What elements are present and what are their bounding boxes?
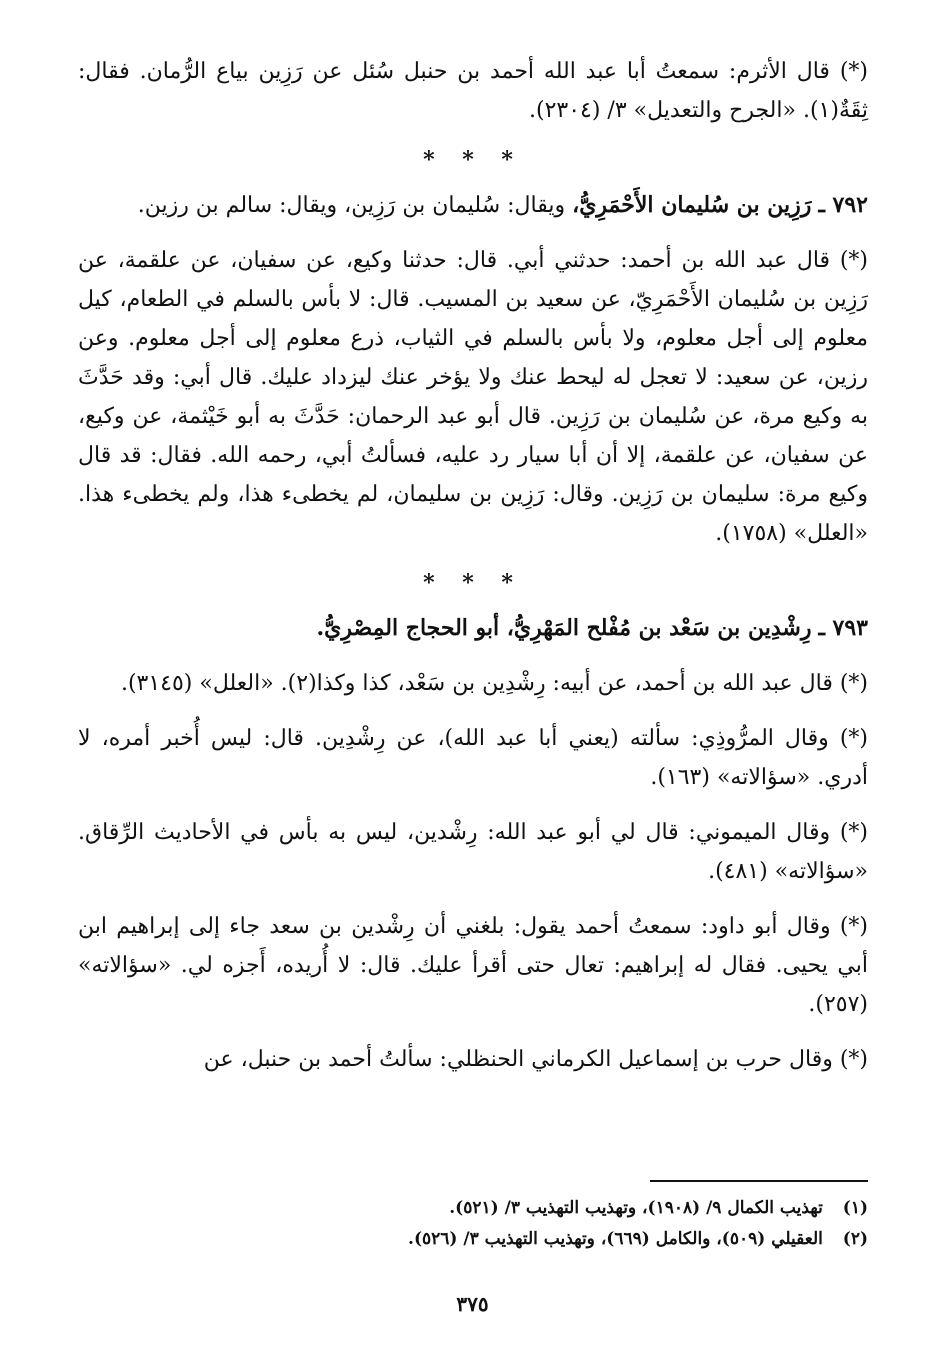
entry-793-number: ٧٩٣ ـ — [818, 615, 868, 641]
footnotes — [78, 1193, 868, 1255]
paragraph-abdullah-793: (*) قال عبد الله بن أحمد، عن أبيه: رِشْدِين بن سَعْد، كذا وكذا(٢). «العلل» (٣١٤٥). — [120, 671, 868, 696]
paragraph-maymuni: (*) وقال الميموني: قال لي أبو عبد الله: رِشْدين، ليس به بأس في الأحاديث الرِّقاق. «سؤالاته» (٤٨١). — [78, 820, 868, 884]
entry-792-aliases: ويقال: سُليمان بن رَزِين، ويقال: سالم بن رزين. — [137, 193, 566, 218]
paragraph-abdullah-792: (*) قال عبد الله بن أحمد: حدثني أبي. قال: حدثنا وكيع، عن سفيان، عن علقمة، عن رَزِين بن سُليمان الأَحْمَرِيّ، عن سعيد بن المسيب. قال: لا بأس بالسلم في الطعام، كيل معلوم إلى أجل معلوم، ولا بأس بالسلم في الثياب، ذرع معلوم إلى أجل معلوم. وعن رزين، عن سعيد: لا تعجل له ليحط عنك ولا يؤخر عنك ليزداد عليك. قال أبي: وقد حَدَّثَ به وكيع مرة، عن سُليمان بن رَزِين. قال أبو عبد الرحمان: حَدَّثَ به أبو خَيْثمة، عن وكيع، عن سفيان، عن علقمة، إلا أن أبا سيار رد عليه، فسألتُ أبي، رحمه الله. فقال: قد قال وكيع مرة: سليمان بن رَزِين. وقال: رَزِين بن سليمان، لم يخطىء هذا، ولم يخطىء هذا. «العلل» (١٧٥٨). — [78, 248, 869, 546]
footnote-2-text: العقيلي (٥٠٩)، والكامل (٦٦٩)، وتهذيب التهذيب ٣/ (٥٢٦). — [408, 1229, 823, 1249]
section-separator: * * * — [423, 147, 523, 173]
footnote-2-marker: (٢) — [842, 1229, 868, 1249]
entry-792-heading — [78, 186, 868, 225]
paragraph-abu-dawud: (*) وقال أبو داود: سمعتُ أحمد يقول: بلغني أن رِشْدين بن سعد جاء إلى إبراهيم ابن أبي يحيى. فقال له إبراهيم: تعال حتى أقرأ عليك. قال: لا أُريده، أَجزه لي. «سؤالاته» (٢٥٧). — [78, 914, 868, 1017]
footnote-1 — [78, 1193, 868, 1224]
footnote-divider — [650, 1180, 868, 1182]
entry-793-heading — [78, 609, 868, 648]
entry-792-number: ٧٩٢ ـ — [818, 192, 868, 218]
footnote-2 — [78, 1224, 868, 1255]
entry-792-name: رَزِين بن سُليمان الأَحْمَرِيُّ، — [572, 192, 812, 218]
footnote-1-text: تهذيب الكمال ٩/ (١٩٠٨)، وتهذيب التهذيب ٣/ (٥٢١). — [449, 1198, 823, 1218]
section-separator-2: * * * — [423, 570, 523, 596]
page-number: ٣٧٥ — [456, 1292, 489, 1316]
paragraph-harb: (*) وقال حرب بن إسماعيل الكرماني الحنظلي: سألتُ أحمد بن حنبل، عن — [203, 1047, 868, 1072]
footnote-1-marker: (١) — [842, 1198, 868, 1218]
paragraph-marrudhi: (*) وقال المرُّوذِي: سألته (يعني أبا عبد الله)، عن رِشْدِين. قال: ليس أُخبر أمره، لا أدري. «سؤالاته» (١٦٣). — [78, 726, 868, 790]
paragraph-athram: (*) قال الأثرم: سمعتُ أبا عبد الله أحمد بن حنبل سُئل عن رَزِين بياع الرُّمان. فقال: ثِقَةٌ(١). «الجرح والتعديل» ٣/ (٢٣٠٤). — [78, 59, 868, 123]
entry-793-name: رِشْدِين بن سَعْد بن مُفْلح المَهْرِيُّ، أبو الحجاج المِصْرِيُّ. — [316, 615, 812, 641]
page-body — [78, 52, 868, 1079]
